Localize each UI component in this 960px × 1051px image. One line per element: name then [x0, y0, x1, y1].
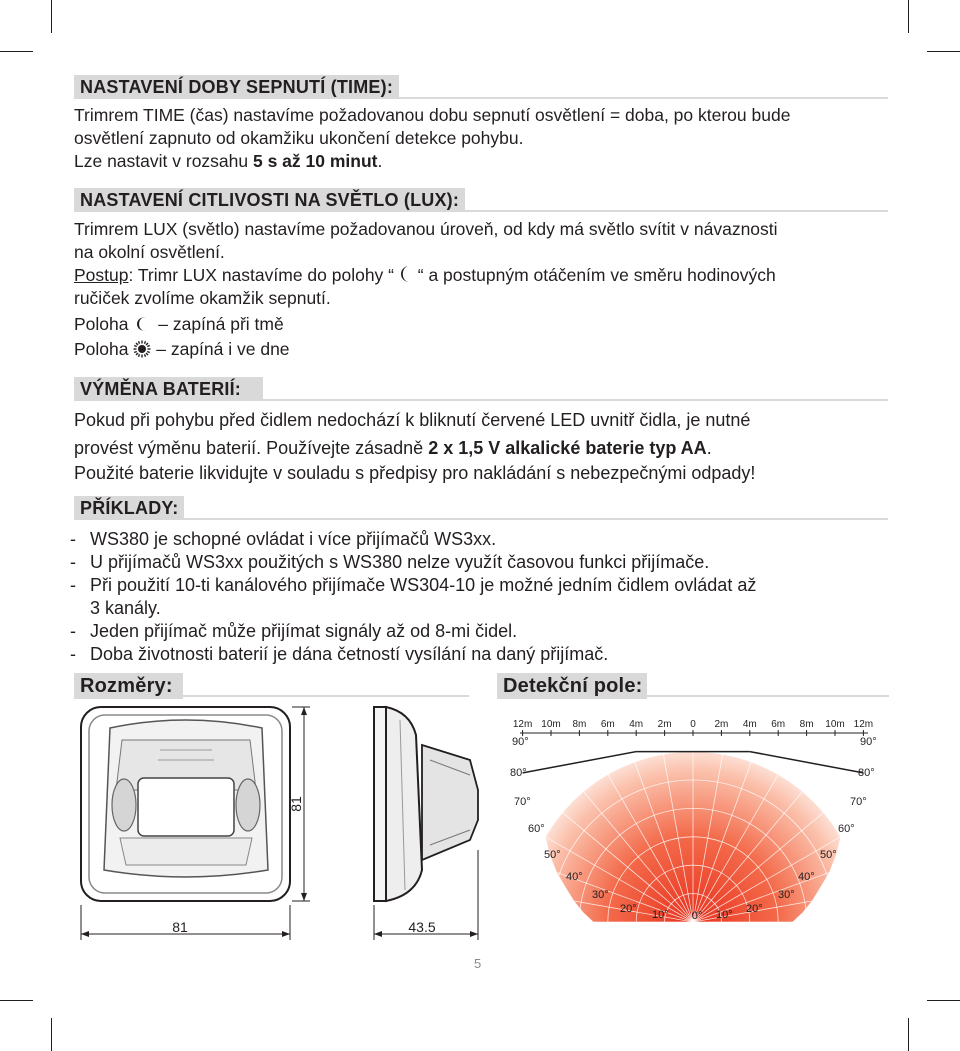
angle-label-left: 10° — [652, 909, 669, 921]
procedure-text: : Trimr LUX nastavíme do polohy “ — [128, 265, 395, 285]
crop-mark — [51, 0, 52, 33]
distance-label: 2m — [657, 719, 672, 730]
distance-label: 10m — [825, 719, 845, 730]
list-item — [70, 551, 709, 573]
section-rule — [74, 518, 888, 520]
night-position-line — [74, 313, 284, 336]
battery-type-line — [74, 437, 712, 460]
angle-label-left: 50° — [544, 849, 561, 861]
sensor-front-view — [81, 707, 290, 901]
list-item — [70, 620, 517, 642]
moon-icon — [399, 265, 413, 283]
angle-label-left: 30° — [592, 889, 609, 901]
battery-type-post: . — [706, 438, 712, 458]
time-heading: NASTAVENÍ DOBY SEPNUTÍ (TIME): — [74, 75, 399, 99]
angle-label-right: 70° — [850, 796, 867, 808]
angle-label-right: 20° — [746, 903, 763, 915]
angle-label-right: 10° — [716, 909, 733, 921]
crop-mark — [0, 1000, 33, 1001]
lux-text-line: Trimrem LUX (světlo) nastavíme požadovanou úroveň, od kdy má světlo svítit v návaznosti — [74, 219, 778, 239]
page-number: 5 — [474, 956, 482, 971]
battery-text-line: Použité baterie likvidujte v souladu s předpisy pro nakládání s nebezpečnými odpady! — [74, 463, 756, 483]
time-range-pre: Lze nastavit v rozsahu — [74, 151, 253, 171]
time-text-line: osvětlení zapnuto od okamžiku ukončení detekce pohybu. — [74, 128, 524, 148]
procedure-text: “ a postupným otáčením ve směru hodinových — [417, 265, 776, 285]
angle-label-center: 0° — [691, 910, 703, 922]
distance-label: 0 — [690, 719, 696, 730]
angle-label-right: 90° — [860, 736, 877, 748]
distance-label: 2m — [714, 719, 729, 730]
time-text-line: Trimrem TIME (čas) nastavíme požadovanou dobu sepnutí osvětlení = doba, po kterou bude — [74, 105, 791, 125]
angle-label-left: 90° — [512, 736, 529, 748]
angle-label-right: 80° — [858, 767, 875, 779]
distance-label: 4m — [742, 719, 757, 730]
list-item-text: 3 kanály. — [90, 598, 161, 618]
crop-mark — [908, 0, 909, 33]
battery-heading: VÝMĚNA BATERIÍ: — [74, 377, 263, 401]
crop-mark — [927, 51, 960, 52]
list-item — [70, 574, 756, 596]
list-item-text: Jeden přijímač může přijímat signály až od 8-mi čidel. — [90, 621, 518, 641]
list-item — [70, 528, 496, 550]
angle-label-right: 60° — [838, 823, 855, 835]
position-label: Poloha — [74, 339, 129, 359]
width-dimension-label: 81 — [172, 919, 188, 935]
sensor-side-view — [374, 707, 478, 901]
angle-label-right: 40° — [798, 871, 815, 883]
list-dash: - — [70, 529, 76, 549]
position-text: – zapíná i ve dne — [156, 339, 290, 359]
procedure-label: Postup — [74, 265, 129, 285]
battery-type-value: 2 x 1,5 V alkalické baterie typ AA — [428, 438, 707, 458]
moon-icon — [135, 316, 151, 332]
angle-label-left: 60° — [528, 823, 545, 835]
list-dash: - — [70, 644, 76, 664]
lux-heading: NASTAVENÍ CITLIVOSTI NA SVĚTLO (LUX): — [74, 188, 465, 212]
list-dash: - — [70, 575, 76, 595]
angle-label-left: 80° — [510, 767, 527, 779]
position-label: Poloha — [74, 314, 129, 334]
dimension-drawing — [70, 700, 490, 950]
list-item-text: Při použití 10-ti kanálového přijímače WS304-10 je možné jedním čidlem ovládat až — [90, 575, 757, 595]
examples-heading: PŘÍKLADY: — [74, 496, 184, 520]
position-text: – zapíná při tmě — [158, 314, 284, 334]
angle-label-left: 70° — [514, 796, 531, 808]
list-dash: - — [70, 621, 76, 641]
sun-icon — [133, 340, 151, 358]
distance-label: 6m — [600, 719, 615, 730]
distance-label: 4m — [629, 719, 644, 730]
detection-field-diagram — [500, 712, 890, 942]
crop-mark — [927, 1000, 960, 1001]
distance-label: 6m — [771, 719, 786, 730]
depth-dimension-label: 43.5 — [408, 919, 436, 935]
distance-label: 12m — [853, 719, 874, 730]
crop-mark — [0, 51, 33, 52]
list-item-text: WS380 je schopné ovládat i více přijímačů WS3xx. — [90, 529, 497, 549]
day-position-line — [74, 338, 290, 361]
dimensions-heading: Rozměry: — [74, 673, 183, 699]
list-item — [70, 643, 608, 665]
battery-type-pre: provést výměnu baterií. Používejte zásadně — [74, 438, 429, 458]
lux-text-line: na okolní osvětlení. — [74, 242, 225, 262]
height-dimension-label: 81 — [288, 796, 304, 812]
distance-label: 12m — [512, 719, 533, 730]
time-range-line — [74, 150, 382, 173]
angle-label-right: 30° — [778, 889, 795, 901]
crop-mark — [51, 1018, 52, 1051]
lux-text-line: ručiček zvolíme okamžik sepnutí. — [74, 288, 331, 308]
lux-procedure-line — [74, 264, 776, 287]
distance-label: 10m — [541, 719, 561, 730]
list-item-text: U přijímačů WS3xx použitých s WS380 nelze využít časovou funkci přijímače. — [90, 552, 710, 572]
distance-label: 8m — [572, 719, 587, 730]
angle-label-left: 40° — [566, 871, 583, 883]
list-item-continuation — [90, 597, 161, 619]
angle-label-right: 50° — [820, 849, 837, 861]
list-dash: - — [70, 552, 76, 572]
time-range-value: 5 s až 10 minut — [252, 151, 378, 171]
crop-mark — [908, 1018, 909, 1051]
time-range-post: . — [377, 151, 383, 171]
angle-label-left: 20° — [620, 903, 637, 915]
detection-heading: Detekční pole: — [497, 673, 647, 699]
distance-label: 8m — [799, 719, 814, 730]
battery-text-line: Pokud při pohybu před čidlem nedochází k bliknutí červené LED uvnitř čidla, je nutné — [74, 410, 751, 430]
list-item-text: Doba životnosti baterií je dána četností vysílání na daný přijímač. — [90, 644, 609, 664]
